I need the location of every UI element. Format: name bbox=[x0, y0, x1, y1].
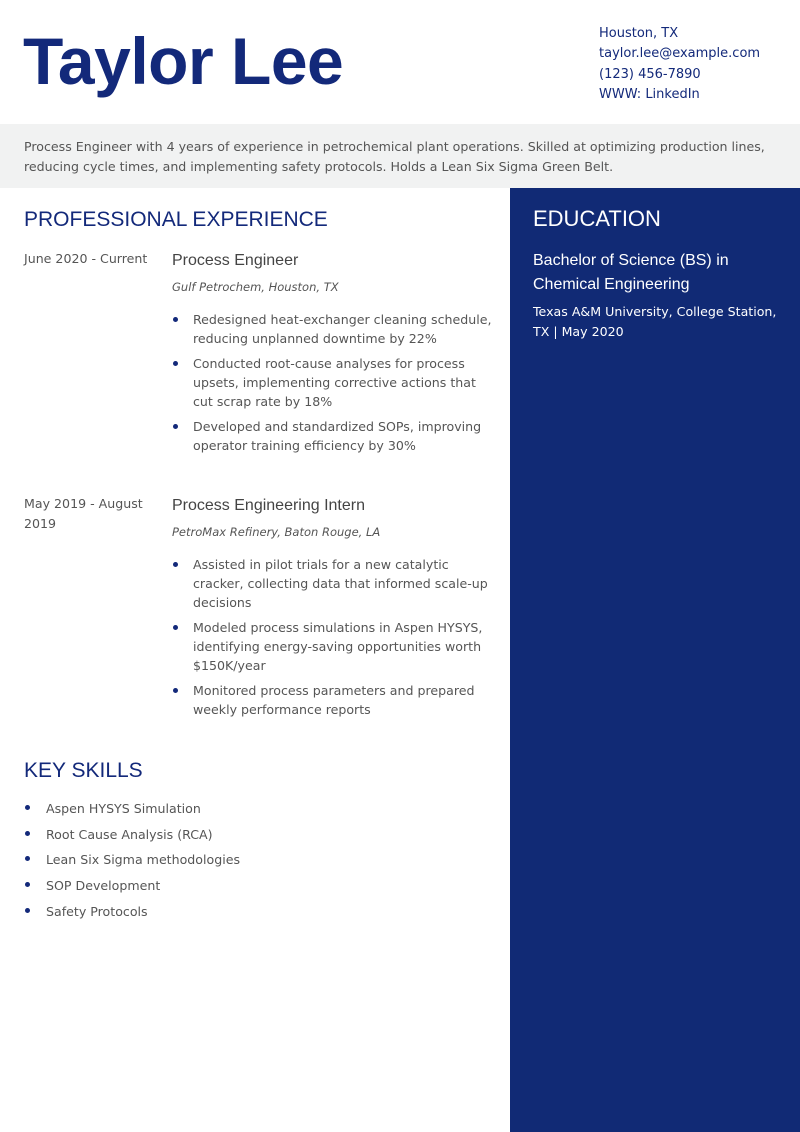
skill-item: Lean Six Sigma methodologies bbox=[24, 850, 240, 876]
job-bullet: Developed and standardized SOPs, improving operator training efficiency by 30% bbox=[172, 417, 492, 455]
job-bullet: Redesigned heat-exchanger cleaning schedule, reducing unplanned downtime by 22% bbox=[172, 310, 492, 348]
contact-block bbox=[599, 24, 760, 106]
job-company: Gulf Petrochem, Houston, TX bbox=[172, 280, 339, 294]
job-bullet: Monitored process parameters and prepared weekly performance reports bbox=[172, 681, 492, 719]
skill-item: Root Cause Analysis (RCA) bbox=[24, 825, 240, 851]
skill-item: Aspen HYSYS Simulation bbox=[24, 799, 240, 825]
skills-list bbox=[24, 799, 240, 927]
professional-summary: Process Engineer with 4 years of experience in petrochemical plant operations. Skilled at optimizing production lines, reducing cycle times, and implementing safety protocols. Holds a Lean Six Sigma Green Belt. bbox=[24, 139, 765, 174]
candidate-name: Taylor Lee bbox=[23, 24, 344, 98]
contact-phone[interactable]: (123) 456-7890 bbox=[599, 66, 701, 82]
job-bullet: Modeled process simulations in Aspen HYSYS, identifying energy-saving opportunities worth $150K/year bbox=[172, 618, 492, 675]
job-bullet: Assisted in pilot trials for a new catalytic cracker, collecting data that informed scale-up decisions bbox=[172, 555, 492, 612]
contact-email[interactable]: taylor.lee@example.com bbox=[599, 46, 761, 62]
experience-heading: PROFESSIONAL EXPERIENCE bbox=[24, 208, 328, 231]
education-heading: EDUCATION bbox=[533, 206, 661, 231]
job-bullet-list bbox=[172, 555, 492, 725]
job-bullet: Conducted root-cause analyses for process upsets, implementing corrective actions that cut scrap rate by 18% bbox=[172, 354, 492, 411]
job-title: Process Engineer bbox=[172, 252, 299, 269]
skill-item: Safety Protocols bbox=[24, 902, 240, 928]
education-degree: Bachelor of Science (BS) in Chemical Engineering bbox=[533, 252, 729, 293]
job-title: Process Engineering Intern bbox=[172, 497, 365, 514]
contact-website[interactable]: WWW: LinkedIn bbox=[599, 87, 700, 103]
job-company: PetroMax Refinery, Baton Rouge, LA bbox=[172, 525, 381, 539]
education-school: Texas A&M University, College Station, TX | May 2020 bbox=[533, 304, 777, 339]
skill-item: SOP Development bbox=[24, 876, 240, 902]
job-dates: May 2019 - August 2019 bbox=[24, 496, 143, 531]
job-dates: June 2020 - Current bbox=[24, 251, 148, 266]
job-bullet-list bbox=[172, 310, 492, 461]
skills-heading: KEY SKILLS bbox=[24, 759, 143, 782]
contact-location: Houston, TX bbox=[599, 26, 679, 41]
